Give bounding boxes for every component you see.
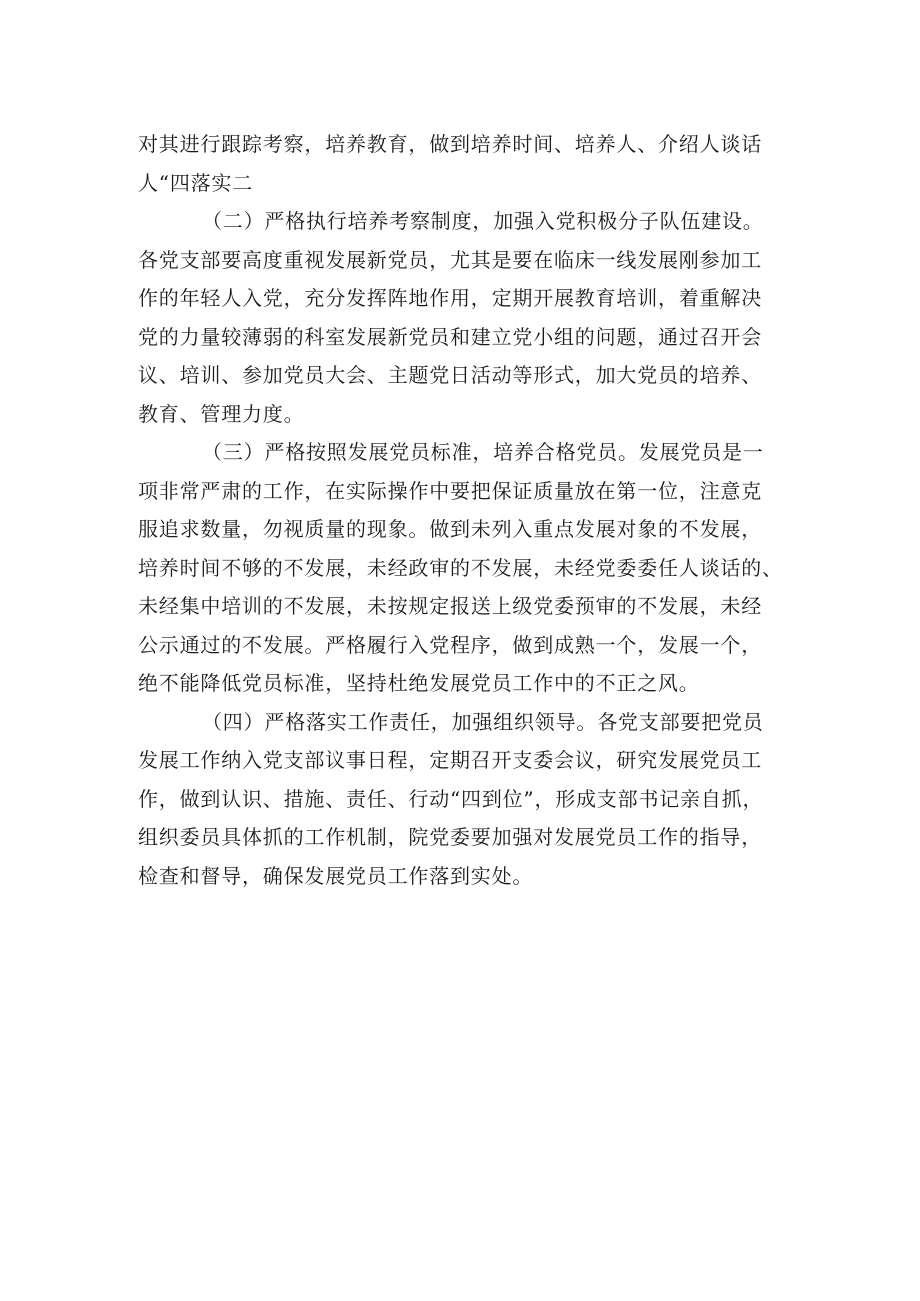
document-body: [138, 125, 793, 895]
text-line: 未经集中培训的不发展，未按规定报送上级党委预审的不发展，未经: [138, 594, 762, 618]
text-line: 项非常严肃的工作，在实际操作中要把保证质量放在第一位，注意克: [138, 478, 762, 503]
text-line: 培养时间不够的不发展，未经政审的不发展，未经党委委任人谈话的、: [138, 555, 783, 580]
text-line: 各党支部要高度重视发展新党员，尤其是要在临床一线发展刚参加工: [138, 247, 762, 272]
text-line: 对其进行跟踪考察，培养教育，做到培养时间、培养人、介绍人谈话: [138, 132, 762, 156]
text-line: 作的年轻人入党，充分发挥阵地作用，定期开展教育培训，着重解决: [138, 286, 762, 310]
paragraph-section-three: [138, 433, 793, 703]
text-line: 服追求数量，勿视质量的现象。做到未列入重点发展对象的不发展，: [138, 517, 762, 541]
text-line: 检查和督导，确保发展党员工作落到实处。: [138, 863, 534, 888]
text-line: 发展工作纳入党支部议事日程，定期召开支委会议，研究发展党员工: [138, 748, 762, 772]
paragraph-section-two: [138, 202, 793, 433]
paragraph-continuation: [138, 125, 793, 202]
text-line: （二）严格执行培养考察制度，加强入党积极分子队伍建设。: [202, 209, 764, 233]
text-line: 教育、管理力度。: [138, 401, 305, 426]
text-line: 党的力量较薄弱的科室发展新党员和建立党小组的问题，通过召开会: [138, 324, 762, 349]
text-line: （四）严格落实工作责任，加强组织领导。各党支部要把党员: [202, 709, 764, 734]
text-line: 公示通过的不发展。严格履行入党程序，做到成熟一个，发展一个，: [138, 632, 762, 657]
text-line: 绝不能降低党员标准，坚持杜绝发展党员工作中的不正之风。: [138, 671, 700, 695]
text-line: （三）严格按照发展党员标准，培养合格党员。发展党员是一: [202, 440, 764, 464]
text-line: 议、培训、参加党员大会、主题党日活动等形式，加大党员的培养、: [138, 363, 762, 387]
text-line: 人“四落实二: [138, 170, 254, 195]
paragraph-section-four: [138, 703, 793, 896]
text-line: 作，做到认识、措施、责任、行动“四到位”，形成支部书记亲自抓，: [138, 786, 764, 811]
text-line: 组织委员具体抓的工作机制，院党委要加强对发展党员工作的指导，: [138, 825, 762, 849]
